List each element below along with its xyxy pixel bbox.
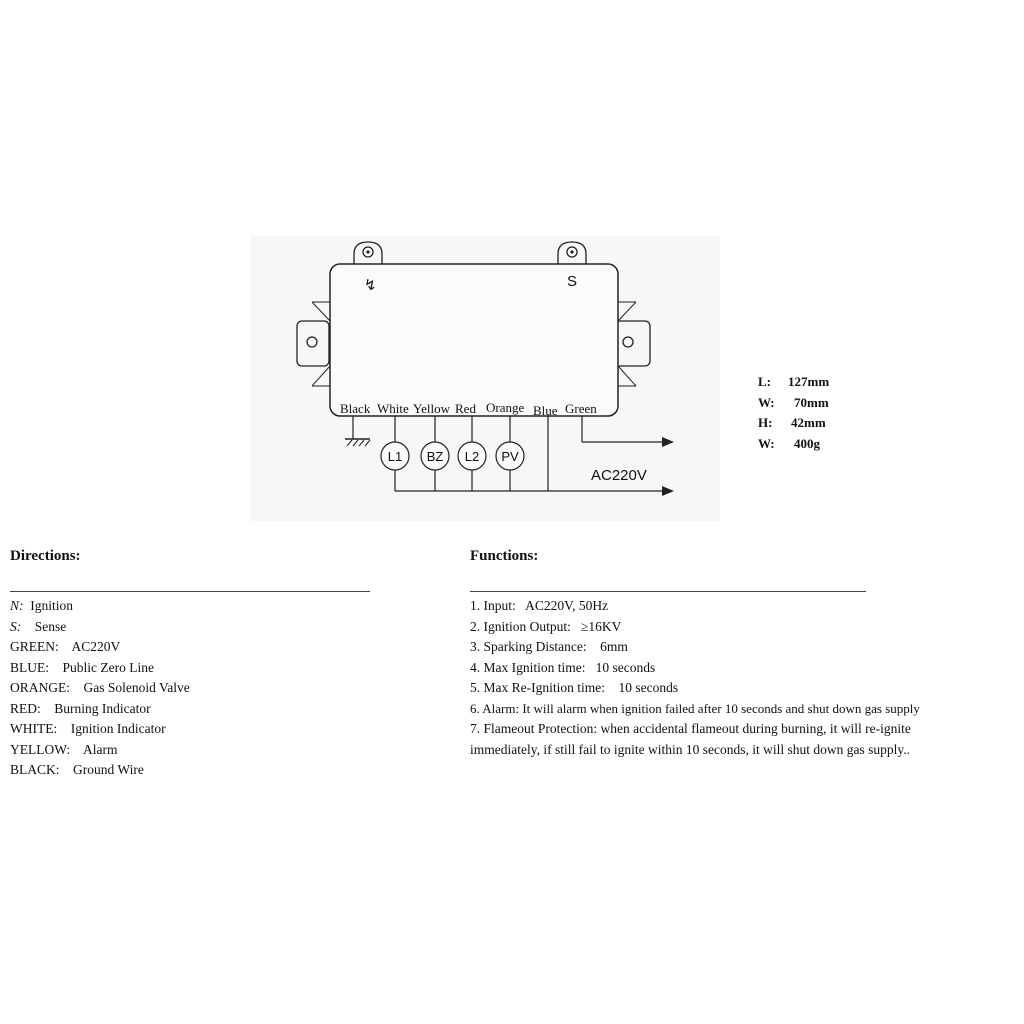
load-bz <box>421 442 449 470</box>
direction-item: BLUE: Public Zero Line <box>10 659 154 675</box>
supply-label: AC220V <box>591 467 647 484</box>
arrow-supply-bottom <box>662 486 674 496</box>
directions-section <box>10 545 370 781</box>
direction-item: ORANGE: Gas Solenoid Valve <box>10 680 190 695</box>
top-mount-left <box>354 242 382 264</box>
functions-section <box>470 545 1020 760</box>
load-l1 <box>381 442 409 470</box>
function-item: 3. Sparking Distance: 6mm <box>470 639 628 654</box>
dimension-weight: W: 400g <box>758 435 820 451</box>
dimension-length: L: 127mm <box>758 374 830 389</box>
directions-divider <box>10 591 370 592</box>
side-mount-left <box>297 321 329 366</box>
function-item: 4. Max Ignition time: 10 seconds <box>470 659 656 675</box>
sense-mark: S <box>567 273 578 290</box>
ignition-mark: ↯ <box>364 277 377 294</box>
direction-item: N: Ignition <box>10 598 73 613</box>
functions-title: Functions: <box>470 548 539 564</box>
svg-text:PV: PV <box>501 449 519 464</box>
wire-label-red: Red <box>455 401 476 416</box>
function-item-continued: immediately, if still fail to ignite within 10 seconds, it will shut down gas supply.. <box>470 741 910 757</box>
functions-divider <box>470 591 866 592</box>
direction-item: RED: Burning Indicator <box>10 700 151 716</box>
load-l2 <box>458 442 486 470</box>
svg-text:L1: L1 <box>387 449 403 464</box>
svg-text:L2: L2 <box>464 449 480 464</box>
svg-text:BZ: BZ <box>426 449 444 464</box>
function-item: 2. Ignition Output: ≥16KV <box>470 618 622 634</box>
function-item: 6. Alarm: It will alarm when ignition failed after 10 seconds and shut down gas supply <box>470 700 920 716</box>
wire-label-blue: Blue <box>533 403 558 418</box>
wire-label-yellow: Yellow <box>413 401 450 416</box>
load-pv <box>496 442 524 470</box>
wire-label-white: White <box>377 401 409 416</box>
arrow-supply-top <box>662 437 674 447</box>
dimensions-table <box>758 372 829 454</box>
direction-item: BLACK: Ground Wire <box>10 762 144 777</box>
function-item: 7. Flameout Protection: when accidental flameout during burning, it will re-ignite <box>470 721 911 736</box>
dimension-height: H: 42mm <box>758 415 826 430</box>
wiring-diagram-svg <box>250 236 720 521</box>
direction-item: WHITE: Ignition Indicator <box>10 721 166 736</box>
wire-label-black: Black <box>340 401 371 416</box>
wire-label-green: Green <box>565 401 597 416</box>
direction-item: S: Sense <box>10 618 67 634</box>
directions-title: Directions: <box>10 548 81 564</box>
direction-item: YELLOW: Alarm <box>10 741 118 757</box>
wiring-diagram <box>250 236 720 521</box>
ground-symbol <box>345 416 370 446</box>
wire-label-orange: Orange <box>486 400 525 415</box>
top-mount-right <box>558 242 586 264</box>
dimension-width: W: 70mm <box>758 394 829 410</box>
function-item: 5. Max Re-Ignition time: 10 seconds <box>470 680 679 695</box>
function-item: 1. Input: AC220V, 50Hz <box>470 598 609 613</box>
direction-item: GREEN: AC220V <box>10 639 121 654</box>
